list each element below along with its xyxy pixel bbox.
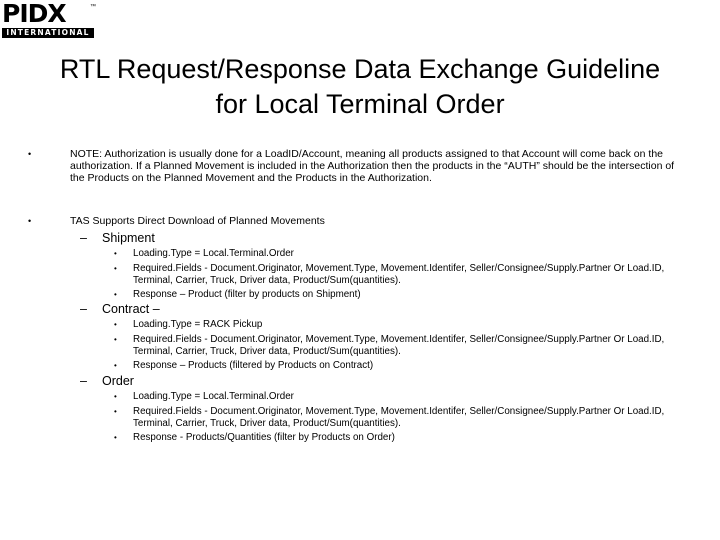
logo-subtitle: INTERNATIONAL: [2, 28, 94, 38]
list-item-text: Loading.Type = Local.Terminal.Order: [133, 391, 294, 402]
list-item: [114, 248, 674, 260]
sub-heading-shipment: [80, 231, 155, 245]
bullet-note: [28, 148, 688, 184]
bullet-dot: •: [114, 433, 117, 442]
list-item: [114, 334, 674, 357]
sub-heading-contract: [80, 302, 160, 316]
list-item-text: Response - Products/Quantities (filter by Products on Order): [133, 432, 395, 443]
logo-mark: PIDX: [2, 0, 66, 28]
list-item-text: Response – Products (filtered by Products on Contract): [133, 360, 374, 371]
list-item: [114, 432, 674, 444]
list-item-text: Response – Product (filter by products on Shipment): [133, 289, 361, 300]
list-item-text: Loading.Type = Local.Terminal.Order: [133, 248, 294, 259]
slide-title: [0, 52, 720, 122]
list-item-text: Loading.Type = RACK Pickup: [133, 319, 263, 330]
logo-trademark: ™: [90, 4, 96, 10]
list-item: [114, 319, 674, 331]
list-item-text: Required.Fields - Document.Originator, Movement.Type, Movement.Identifer, Seller/Consignee/Supply.Partner Or Load.ID, Terminal, Carrier, Truck, Driver data, Product/Sum(quantities).: [133, 406, 665, 429]
list-item: [114, 391, 674, 403]
bullet-dot: •: [114, 264, 117, 273]
list-item-text: Required.Fields - Document.Originator, Movement.Type, Movement.Identifer, Seller/Consignee/Supply.Partner Or Load.ID, Terminal, Carrier, Truck, Driver data, Product/Sum(quantities).: [133, 263, 665, 286]
dash: –: [80, 302, 87, 316]
list-item-text: Required.Fields - Document.Originator, Movement.Type, Movement.Identifer, Seller/Consignee/Supply.Partner Or Load.ID, Terminal, Carrier, Truck, Driver data, Product/Sum(quantities).: [133, 334, 665, 357]
bullet-dot: •: [114, 361, 117, 370]
title-line-2: for Local Terminal Order: [215, 89, 505, 119]
bullet-dot: •: [114, 392, 117, 401]
title-line-1: RTL Request/Response Data Exchange Guideline: [59, 54, 661, 84]
bullet-dot: •: [28, 149, 32, 159]
dash: –: [80, 231, 87, 245]
bullet-tas: [28, 215, 688, 227]
list-item: [114, 360, 674, 372]
sub-heading-order: [80, 374, 134, 388]
bullet-dot: •: [114, 320, 117, 329]
pidx-logo: [2, 2, 94, 38]
sub-heading-label: Shipment: [102, 231, 155, 245]
sub-heading-label: Contract –: [102, 302, 160, 316]
bullet-dot: •: [28, 216, 32, 226]
bullet-dot: •: [114, 407, 117, 416]
bullet-dot: •: [114, 249, 117, 258]
bullet-dot: •: [114, 335, 117, 344]
sub-heading-label: Order: [102, 374, 134, 388]
list-item: [114, 263, 674, 286]
list-item: [114, 406, 674, 429]
bullet-text: TAS Supports Direct Download of Planned Movements: [70, 215, 325, 227]
list-item: [114, 289, 674, 301]
dash: –: [80, 374, 87, 388]
bullet-text: NOTE: Authorization is usually done for a LoadID/Account, meaning all products assigned to that Account will come back on the authorization. If a Planned Movement is included in the Authorization then the products in the “AUTH” should be the intersection of the Products on the Planned Movement and the Products in the Authorization.: [70, 148, 675, 184]
bullet-dot: •: [114, 290, 117, 299]
